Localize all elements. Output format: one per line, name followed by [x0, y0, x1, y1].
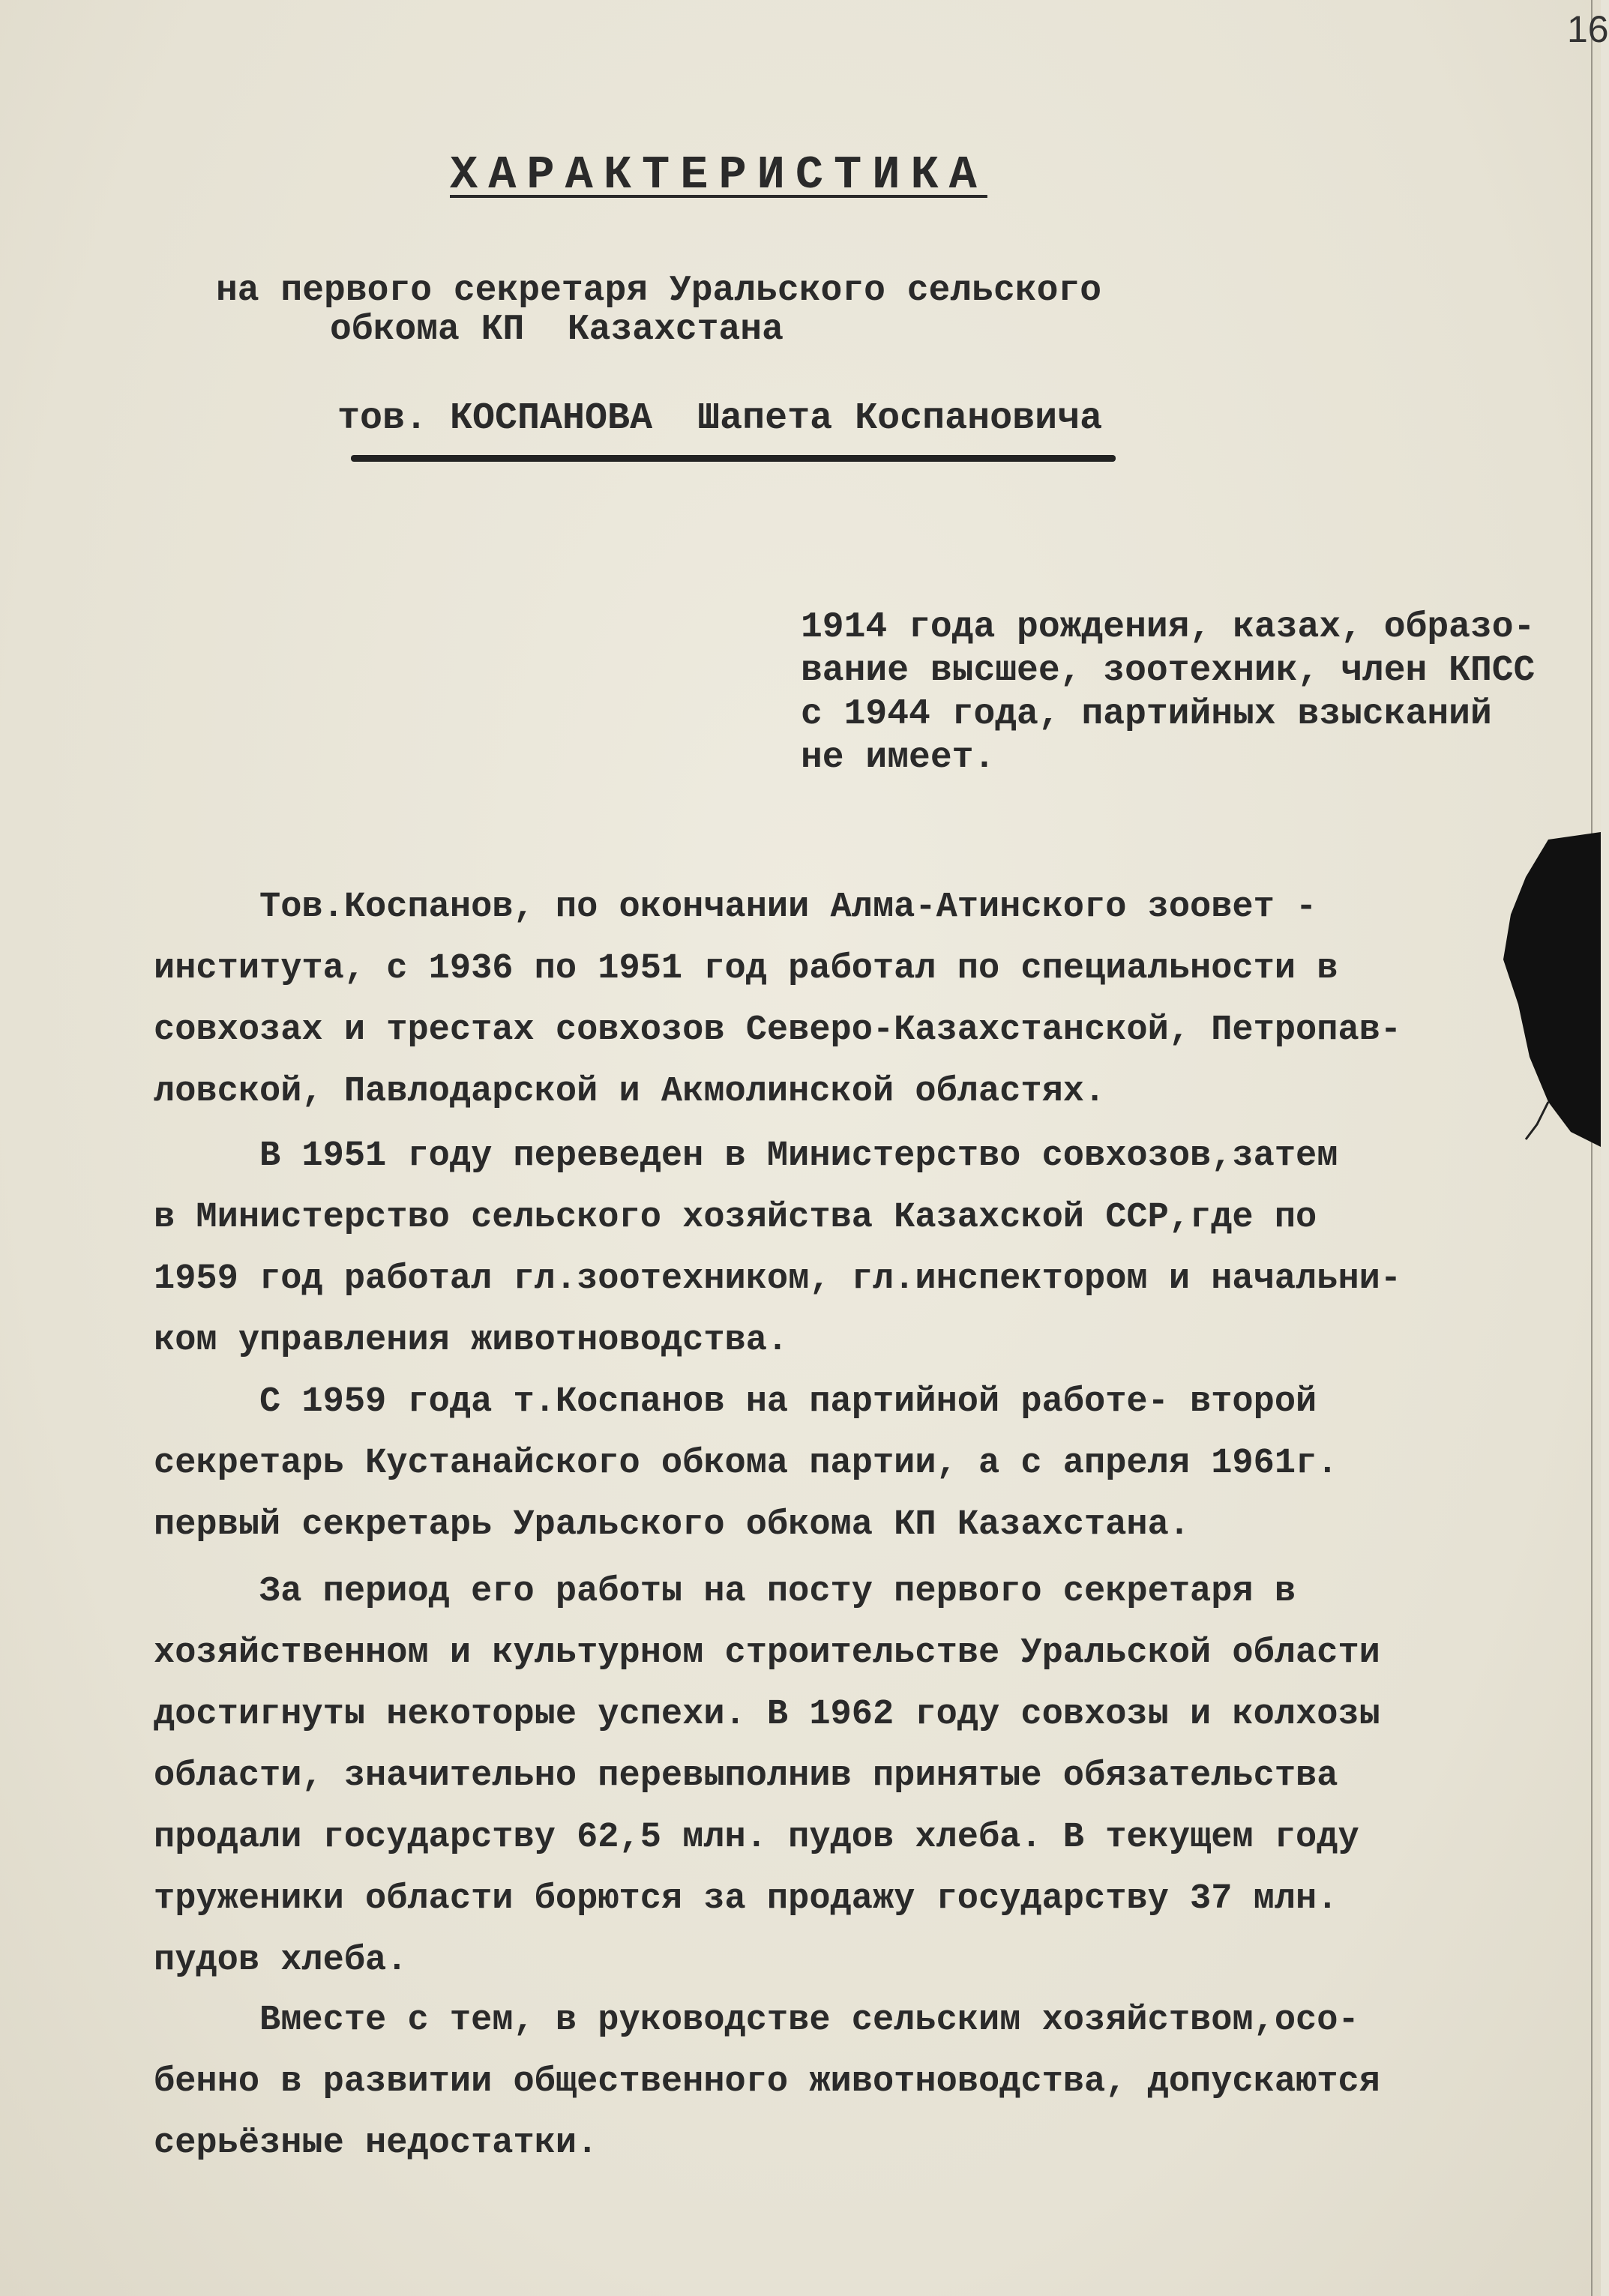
document-title: ХАРАКТЕРИСТИКА — [450, 148, 987, 202]
text-line: продали государству 62,5 млн. пудов хлеба. В текущем году — [154, 1818, 1359, 1857]
text-line: секретарь Кустанайского обкома партии, а с апреля 1961г. — [154, 1444, 1338, 1483]
text-line: первый секретарь Уральского обкома КП Казахстана. — [154, 1505, 1191, 1545]
paragraph-4 — [154, 1561, 1380, 1992]
subject-name: тов. КОСПАНОВА Шапета Коспановича — [337, 397, 1103, 440]
text-line: С 1959 года т.Коспанов на партийной работе- второй — [154, 1382, 1317, 1422]
text-line: За период его работы на посту первого секретаря в — [154, 1572, 1296, 1612]
text-line: труженики области борются за продажу государству 37 млн. — [154, 1879, 1338, 1919]
bio-line: не имеет. — [801, 738, 996, 778]
subtitle-line-2: обкома КП Казахстана — [330, 310, 784, 350]
paragraph-3 — [154, 1372, 1338, 1556]
text-line: серьёзные недостатки. — [154, 2124, 598, 2163]
text-line: ком управления животноводства. — [154, 1321, 789, 1361]
text-line: бенно в развитии общественного животноводства, допускаются — [154, 2062, 1380, 2102]
text-line: ловской, Павлодарской и Акмолинской областях. — [154, 1072, 1106, 1112]
ink-blot-damage — [1496, 832, 1601, 1147]
text-line: в Министерство сельского хозяйства Казахской ССР,где по — [154, 1198, 1317, 1238]
text-line: достигнуты некоторые успехи. В 1962 году совхозы и колхозы — [154, 1695, 1380, 1735]
name-underline — [351, 455, 1116, 462]
bio-block — [801, 606, 1535, 780]
text-line: области, значительно перевыполнив принятые обязательства — [154, 1756, 1338, 1796]
bio-line: вание высшее, зоотехник, член КПСС — [801, 651, 1536, 691]
page-number: 16 — [1567, 8, 1609, 50]
text-line: института, с 1936 по 1951 год работал по специальности в — [154, 949, 1338, 989]
paragraph-5 — [154, 1990, 1380, 2175]
paragraph-2 — [154, 1126, 1401, 1372]
paragraph-1 — [154, 877, 1401, 1123]
text-line: совхозах и трестах совхозов Северо-Казахстанской, Петропав- — [154, 1010, 1402, 1050]
text-line: пудов хлеба. — [154, 1941, 408, 1980]
bio-line: с 1944 года, партийных взысканий — [801, 694, 1492, 735]
text-line: 1959 год работал гл.зоотехником, гл.инспектором и начальни- — [154, 1259, 1402, 1299]
bio-line: 1914 года рождения, казах, образо- — [801, 607, 1536, 648]
text-line: Вместе с тем, в руководстве сельским хозяйством,осо- — [154, 2001, 1359, 2040]
subtitle-line-1: на первого секретаря Уральского сельского — [216, 271, 1101, 311]
text-line: хозяйственном и культурном строительстве Уральской области — [154, 1633, 1380, 1673]
text-line: Тов.Коспанов, по окончании Алма-Атинского зоовет - — [154, 888, 1317, 927]
page-edge-line — [1591, 0, 1593, 2296]
text-line: В 1951 году переведен в Министерство совхозов,затем — [154, 1136, 1338, 1176]
